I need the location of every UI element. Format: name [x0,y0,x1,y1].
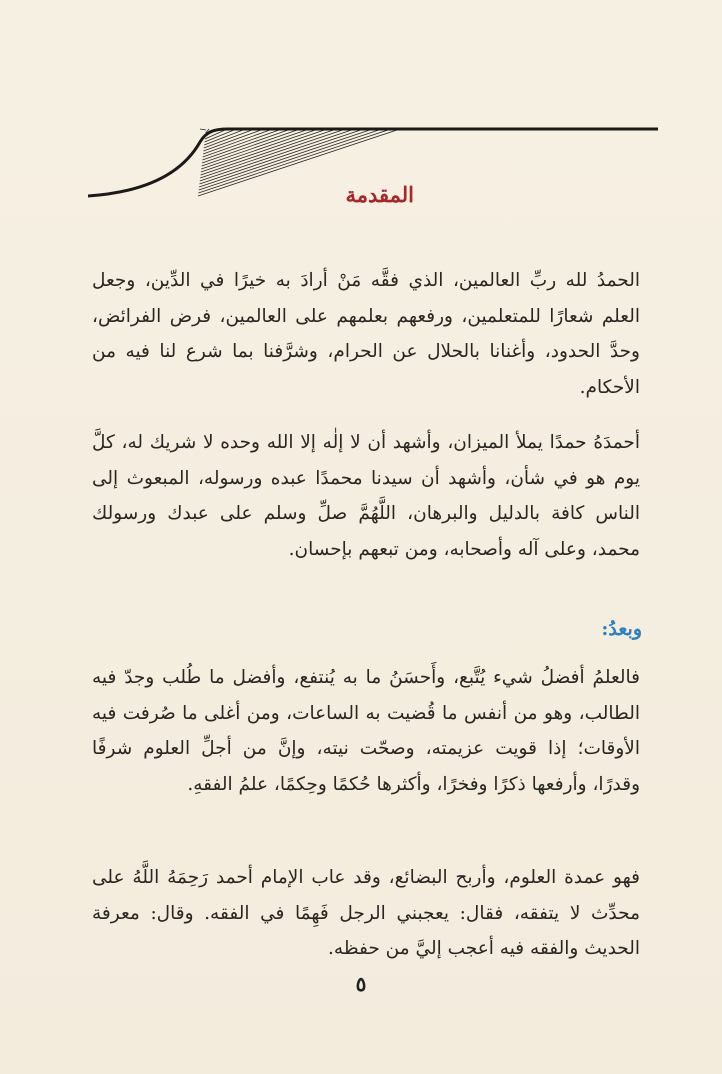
section-heading: المقدمة [345,182,414,207]
paragraph-text: فالعلمُ أفضلُ شيء يُتَّبع، وأَحسَنُ ما به يُنتفع، وأفضل ما طُلب وجدّ فيه الطالب، وهو من أنفس ما قُضيت به الساعات، ومن أغلى ما صُرفت فيه الأوقات؛ إذا قويت عزيمته، وصحّت نيته، وإنَّ من أجلِّ العلوم شرفًا وقدرًا، وأرفعها ذكرًا وفخرًا، وأكثرها حُكمًا وحِكمًا، علمُ الفقهِ. [92,667,640,795]
paragraph-text: الحمدُ لله ربِّ العالمين، الذي فقَّه مَنْ أرادَ به خيرًا في الدِّين، وجعل العلم شعارًا للمتعلمين، ورفعهم بعلمهم على العالمين، فرض الفرائض، وحدَّ الحدود، وأغنانا بالحلال عن الحرام، وشرَّفنا بما شرع لنا فيه من الأحكام. [92,270,640,398]
paragraph-text: أحمدَهُ حمدًا يملأ الميزان، وأشهد أن لا إلٰه إلا الله وحده لا شريك له، كلَّ يوم هو في شأن، وأشهد أن سيدنا محمدًا عبده ورسوله، المبعوث إلى الناس كافة بالدليل والبرهان، اللَّهُمَّ صلِّ وسلم على عبدك ورسولك محمد، وعلى آله وأصحابه، ومن تبعهم بإحسان. [92,432,640,560]
paragraph-3 [92,660,640,802]
paragraph-1 [92,263,640,405]
paragraph-text: فهو عمدة العلوم، وأربح البضائع، وقد عاب الإمام أحمد رَحِمَهُ اللَّهُ على محدِّث لا يتفقه، فقال: يعجبني الرجل فَهِمًا في الفقه. وقال: معرفة الحديث والفقه فيه أعجب إليَّ من حفظه. [92,867,640,959]
page-number: ٥ [355,972,367,996]
wabad-subheading: وبعدُ: [601,618,642,640]
paragraph-4 [92,860,640,967]
paragraph-2 [92,425,640,567]
